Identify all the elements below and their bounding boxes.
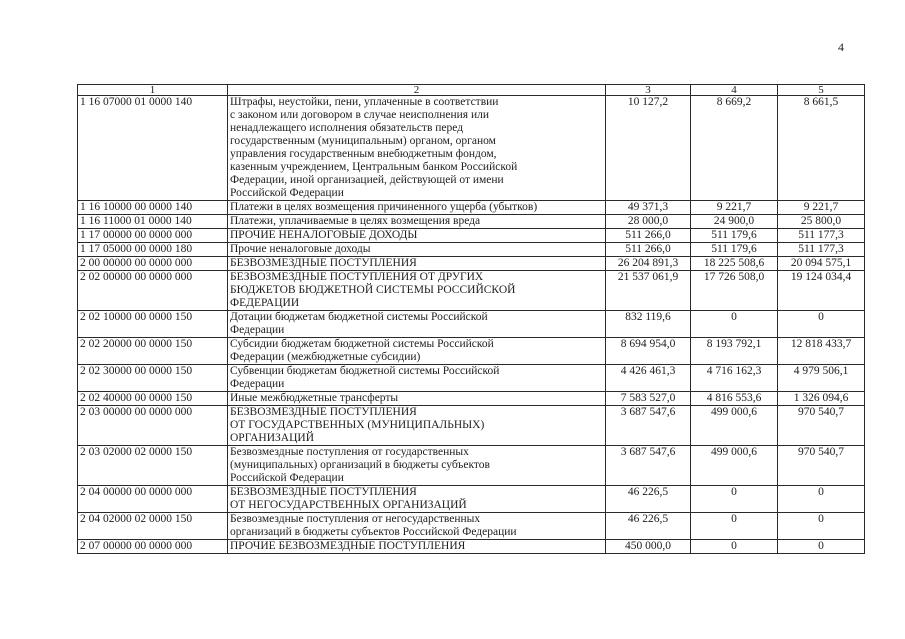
row-value-cell-5: 0: [778, 486, 865, 513]
row-value-cell-5: 12 818 433,7: [778, 338, 865, 365]
row-value-cell-3: 450 000,0: [606, 540, 691, 554]
table-row: [78, 311, 865, 338]
column-header-year-2: 4: [691, 85, 778, 96]
row-name-cell: Субвенции бюджетам бюджетной системы Российской Федерации: [228, 365, 606, 392]
row-name-cell: БЕЗВОЗМЕЗДНЫЕ ПОСТУПЛЕНИЯ ОТ ДРУГИХ БЮДЖЕТОВ БЮДЖЕТНОЙ СИСТЕМЫ РОССИЙСКОЙ ФЕДЕРАЦИИ: [228, 271, 606, 311]
table-row: [78, 365, 865, 392]
row-code-cell: 2 02 20000 00 0000 150: [78, 338, 228, 365]
row-value-cell-4: 8 669,2: [691, 96, 778, 201]
table-row: [78, 96, 865, 201]
row-value-cell-3: 10 127,2: [606, 96, 691, 201]
row-value-cell-4: 24 900,0: [691, 215, 778, 229]
row-value-cell-4: 0: [691, 540, 778, 554]
row-code-cell: 2 02 00000 00 0000 000: [78, 271, 228, 311]
table-row: [78, 201, 865, 215]
page-number: 4: [838, 40, 844, 54]
row-value-cell-4: 18 225 508,6: [691, 257, 778, 271]
column-number-row: [78, 85, 865, 96]
row-value-cell-4: 4 816 553,6: [691, 392, 778, 406]
row-value-cell-4: 511 179,6: [691, 243, 778, 257]
row-name-cell: БЕЗВОЗМЕЗДНЫЕ ПОСТУПЛЕНИЯ ОТ ГОСУДАРСТВЕННЫХ (МУНИЦИПАЛЬНЫХ) ОРГАНИЗАЦИЙ: [228, 406, 606, 446]
row-value-cell-3: 26 204 891,3: [606, 257, 691, 271]
table-row: [78, 392, 865, 406]
row-value-cell-3: 46 226,5: [606, 486, 691, 513]
row-value-cell-3: 46 226,5: [606, 513, 691, 540]
row-value-cell-5: 8 661,5: [778, 96, 865, 201]
row-code-cell: 1 17 05000 00 0000 180: [78, 243, 228, 257]
table-row: [78, 271, 865, 311]
row-value-cell-5: 25 800,0: [778, 215, 865, 229]
row-value-cell-3: 832 119,6: [606, 311, 691, 338]
row-value-cell-3: 28 000,0: [606, 215, 691, 229]
row-code-cell: 1 16 11000 01 0000 140: [78, 215, 228, 229]
row-value-cell-4: 4 716 162,3: [691, 365, 778, 392]
table-row: [78, 243, 865, 257]
table-row: [78, 540, 865, 554]
row-code-cell: 2 02 30000 00 0000 150: [78, 365, 228, 392]
row-code-cell: 2 04 02000 02 0000 150: [78, 513, 228, 540]
row-value-cell-4: 0: [691, 486, 778, 513]
row-value-cell-3: 511 266,0: [606, 229, 691, 243]
row-value-cell-3: 511 266,0: [606, 243, 691, 257]
column-header-code: 1: [78, 85, 228, 96]
row-value-cell-4: 499 000,6: [691, 406, 778, 446]
row-code-cell: 2 02 40000 00 0000 150: [78, 392, 228, 406]
row-value-cell-3: 3 687 547,6: [606, 406, 691, 446]
row-value-cell-3: 7 583 527,0: [606, 392, 691, 406]
column-header-year-1: 3: [606, 85, 691, 96]
row-value-cell-4: 511 179,6: [691, 229, 778, 243]
row-value-cell-5: 511 177,3: [778, 243, 865, 257]
row-code-cell: 2 04 00000 00 0000 000: [78, 486, 228, 513]
row-value-cell-4: 0: [691, 311, 778, 338]
row-name-cell: Платежи в целях возмещения причиненного ущерба (убытков): [228, 201, 606, 215]
row-name-cell: Безвозмездные поступления от негосударственных организаций в бюджеты субъектов Российской Федерации: [228, 513, 606, 540]
row-value-cell-3: 21 537 061,9: [606, 271, 691, 311]
row-value-cell-3: 8 694 954,0: [606, 338, 691, 365]
row-value-cell-5: 20 094 575,1: [778, 257, 865, 271]
row-name-cell: Штрафы, неустойки, пени, уплаченные в соответствии с законом или договором в случае неисполнения или ненадлежащего исполнения обязательств перед государственным (муниципальным) органом, органом управления государственным внебюджетным фондом, казенным учреждением, Центральным банком Российской Федерации, иной организацией, действующей от имени Российской Федерации: [228, 96, 606, 201]
row-code-cell: 1 16 10000 00 0000 140: [78, 201, 228, 215]
row-name-cell: Платежи, уплачиваемые в целях возмещения вреда: [228, 215, 606, 229]
row-name-cell: Прочие неналоговые доходы: [228, 243, 606, 257]
row-value-cell-5: 511 177,3: [778, 229, 865, 243]
row-value-cell-5: 970 540,7: [778, 406, 865, 446]
table-body: [78, 96, 865, 554]
row-code-cell: 2 03 02000 02 0000 150: [78, 446, 228, 486]
row-name-cell: Дотации бюджетам бюджетной системы Российской Федерации: [228, 311, 606, 338]
column-header-name: 2: [228, 85, 606, 96]
table-row: [78, 513, 865, 540]
row-name-cell: Иные межбюджетные трансферты: [228, 392, 606, 406]
row-code-cell: 2 02 10000 00 0000 150: [78, 311, 228, 338]
row-name-cell: Субсидии бюджетам бюджетной системы Российской Федерации (межбюджетные субсидии): [228, 338, 606, 365]
row-value-cell-5: 970 540,7: [778, 446, 865, 486]
row-code-cell: 2 03 00000 00 0000 000: [78, 406, 228, 446]
column-header-year-3: 5: [778, 85, 865, 96]
row-name-cell: БЕЗВОЗМЕЗДНЫЕ ПОСТУПЛЕНИЯ ОТ НЕГОСУДАРСТВЕННЫХ ОРГАНИЗАЦИЙ: [228, 486, 606, 513]
row-value-cell-3: 49 371,3: [606, 201, 691, 215]
table-row: [78, 257, 865, 271]
row-value-cell-4: 17 726 508,0: [691, 271, 778, 311]
row-value-cell-5: 19 124 034,4: [778, 271, 865, 311]
table-row: [78, 406, 865, 446]
row-name-cell: БЕЗВОЗМЕЗДНЫЕ ПОСТУПЛЕНИЯ: [228, 257, 606, 271]
budget-revenue-table: [77, 84, 865, 554]
row-name-cell: ПРОЧИЕ НЕНАЛОГОВЫЕ ДОХОДЫ: [228, 229, 606, 243]
row-value-cell-5: 0: [778, 311, 865, 338]
row-value-cell-4: 9 221,7: [691, 201, 778, 215]
row-value-cell-4: 0: [691, 513, 778, 540]
row-code-cell: 2 07 00000 00 0000 000: [78, 540, 228, 554]
table-row: [78, 486, 865, 513]
row-value-cell-4: 499 000,6: [691, 446, 778, 486]
row-value-cell-5: 0: [778, 540, 865, 554]
table-row: [78, 215, 865, 229]
row-code-cell: 1 16 07000 01 0000 140: [78, 96, 228, 201]
table-row: [78, 229, 865, 243]
row-value-cell-5: 1 326 094,6: [778, 392, 865, 406]
row-code-cell: 1 17 00000 00 0000 000: [78, 229, 228, 243]
table-row: [78, 338, 865, 365]
row-value-cell-5: 9 221,7: [778, 201, 865, 215]
row-value-cell-4: 8 193 792,1: [691, 338, 778, 365]
row-value-cell-3: 4 426 461,3: [606, 365, 691, 392]
row-name-cell: Безвозмездные поступления от государственных (муниципальных) организаций в бюджеты субъектов Российской Федерации: [228, 446, 606, 486]
row-value-cell-3: 3 687 547,6: [606, 446, 691, 486]
row-name-cell: ПРОЧИЕ БЕЗВОЗМЕЗДНЫЕ ПОСТУПЛЕНИЯ: [228, 540, 606, 554]
table-row: [78, 446, 865, 486]
row-value-cell-5: 0: [778, 513, 865, 540]
row-value-cell-5: 4 979 506,1: [778, 365, 865, 392]
row-code-cell: 2 00 00000 00 0000 000: [78, 257, 228, 271]
